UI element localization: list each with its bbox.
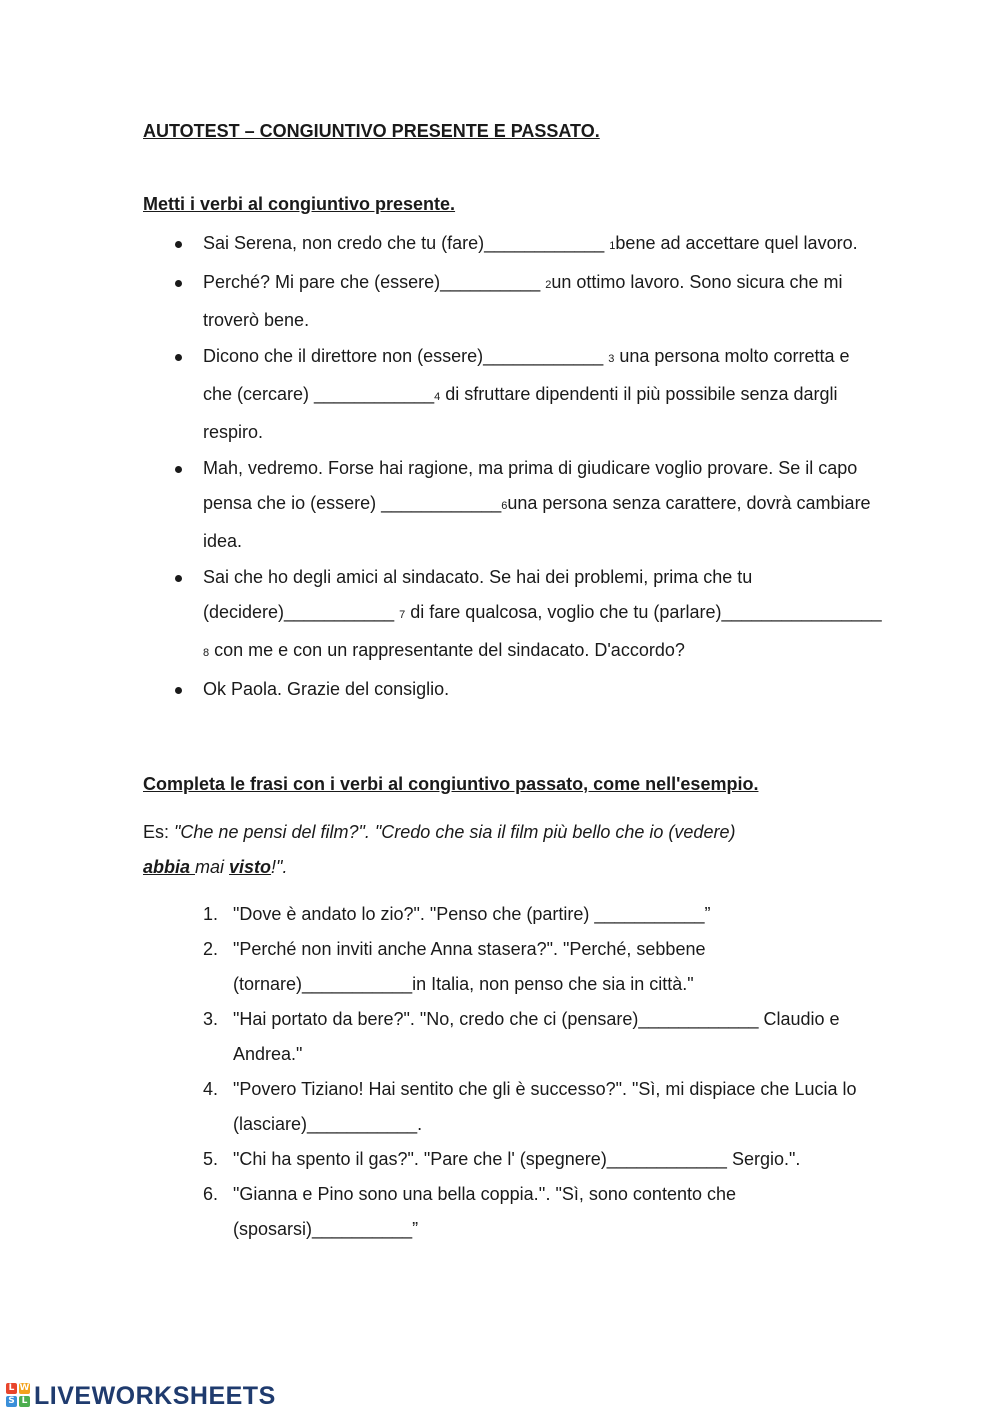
list-item: 2. "Perché non inviti anche Anna stasera?". "Perché, sebbene (tornare)___________in Italia, non penso che sia in città." bbox=[203, 939, 706, 994]
section1-heading: Metti i verbi al congiuntivo presente. bbox=[143, 194, 456, 214]
list-item: 5. "Chi ha spento il gas?". "Pare che l' (spegnere)____________ Sergio.". bbox=[203, 1149, 801, 1169]
example-sentence: Es: "Che ne pensi del film?". "Credo che sia il film più bello che io (vedere) abbia mai visto!". bbox=[143, 822, 736, 877]
bullet-icon bbox=[175, 687, 182, 694]
section1-list bbox=[143, 226, 883, 708]
bullet-icon bbox=[175, 466, 182, 473]
list-item: Sai Serena, non credo che tu (fare)____________ 1bene ad accettare quel lavoro. bbox=[143, 226, 883, 264]
page-title: AUTOTEST – CONGIUNTIVO PRESENTE E PASSATO. bbox=[143, 121, 600, 141]
list-item: 3. "Hai portato da bere?". "No, credo che ci (pensare)____________ Claudio e Andrea." bbox=[203, 1009, 840, 1064]
bullet-icon bbox=[175, 575, 182, 582]
list-item: 6. "Gianna e Pino sono una bella coppia.''. "Sì, sono contento che (sposarsi)__________” bbox=[203, 1184, 736, 1239]
list-item: Perché? Mi pare che (essere)__________ 2un ottimo lavoro. Sono sicura che mi troverò bene. bbox=[143, 265, 883, 338]
bullet-icon bbox=[175, 354, 182, 361]
list-item: 4. "Povero Tiziano! Hai sentito che gli è successo?". "Sì, mi dispiace che Lucia lo (lasciare)___________. bbox=[203, 1079, 857, 1134]
logo-mark-icon: L W S L bbox=[6, 1383, 32, 1409]
bullet-icon bbox=[175, 280, 182, 287]
list-item: 1. "Dove è andato lo zio?". "Penso che (partire) ___________” bbox=[203, 904, 711, 924]
section2-heading: Completa le frasi con i verbi al congiuntivo passato, come nell'esempio. bbox=[143, 774, 759, 794]
list-item: Mah, vedremo. Forse hai ragione, ma prima di giudicare voglio provare. Se il capo pensa che io (essere) ____________6una persona senza carattere, dovrà cambiare idea. bbox=[143, 451, 883, 559]
section2-list bbox=[143, 897, 863, 1247]
logo-text: LIVEWORKSHEETS bbox=[34, 1381, 276, 1410]
list-item: Dicono che il direttore non (essere)____________ 3 una persona molto corretta e che (cercare) ____________4 di sfruttare dipendenti il più possibile senza dargli respiro. bbox=[143, 339, 883, 450]
bullet-icon bbox=[175, 241, 182, 248]
liveworksheets-logo bbox=[6, 1380, 276, 1412]
list-item: Ok Paola. Grazie del consiglio. bbox=[143, 672, 883, 707]
list-item: Sai che ho degli amici al sindacato. Se hai dei problemi, prima che tu (decidere)___________ 7 di fare qualcosa, voglio che tu (parlare)________________ 8 con me e con un rappresentante del sindacato. D'accordo? bbox=[143, 560, 883, 671]
